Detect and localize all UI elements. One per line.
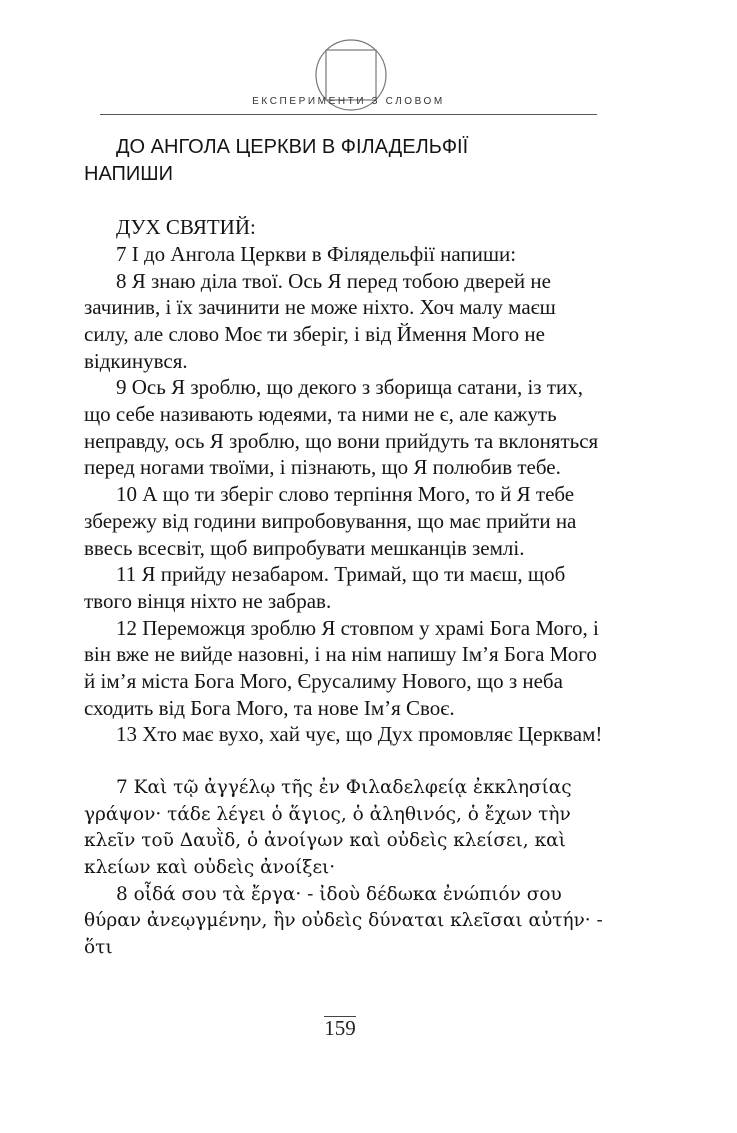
verse-gr-7: 7 Καὶ τῷ ἀγγέλῳ τῆς ἐν Φιλαδελφείᾳ ἐκκλησίας γράψον· τάδε λέγει ὁ ἅγιος, ὁ ἀληθινός, ὁ ἔχων τὴν κλεῖν τοῦ Δαυῒδ, ὁ ἀνοίγων καὶ οὐδεὶς κλείσει, καὶ κλείων καὶ οὐδεὶς ἀνοίξει· bbox=[84, 776, 572, 878]
section-title-line-2: НАПИШИ bbox=[84, 162, 174, 185]
section-title bbox=[84, 134, 604, 187]
verse-uk-9: 9 Ось Я зроблю, що декого з зборища сатани, із тих, що себе називають юдеями, та ними не є, але кажуть неправду, ось Я зроблю, що вони прийдуть та вклоняться перед ногами твоїми, і пізнають, що Я полюбив тебе. bbox=[84, 375, 599, 480]
verse-uk-11: 11 Я прийду незабаром. Тримай, що ти маєш, щоб твого вінця ніхто не забрав. bbox=[84, 562, 566, 613]
verse-uk-12: 12 Переможця зроблю Я стовпом у храмі Бога Мого, і він вже не вийде назовні, і на нім напишу Ім’я Бога Мого й ім’я міста Бога Мого, Єрусалиму Нового, що з неба сходить від Бога Мого, та нове Ім’я Своє. bbox=[84, 615, 599, 720]
spacer bbox=[84, 748, 604, 775]
verse-uk-13: 13 Хто має вухо, хай чує, що Дух промовляє Церквам! bbox=[116, 722, 603, 747]
section-title-line-1: ДО АНГОЛА ЦЕРКВИ В ФІЛАДЕЛЬФІЇ bbox=[116, 136, 469, 158]
greek-text bbox=[84, 775, 604, 962]
verse-uk-7: 7 І до Ангола Церкви в Філядельфії напиши: bbox=[116, 241, 517, 266]
header-divider bbox=[100, 114, 597, 115]
spacer bbox=[84, 187, 604, 214]
main-text bbox=[84, 134, 604, 962]
page-number: 159 bbox=[324, 1016, 356, 1040]
verse-gr-8: 8 οἶδά σου τὰ ἔργα· - ἰδοὺ δέδωκα ἐνώπιόν σου θύραν ἀνεῳγμένην, ἣν οὐδεὶς δύναται κλεῖσαι αὐτήν· - ὅτι bbox=[84, 883, 603, 959]
section-subtitle: ДУХ СВЯТИЙ: bbox=[116, 215, 256, 240]
verse-uk-8: 8 Я знаю діла твої. Ось Я перед тобою дверей не зачинив, і їх зачинити не може ніхто. Хоч малу маєш силу, але слово Моє ти зберіг, і від Ймення Мого не відкинувся. bbox=[84, 268, 556, 373]
verse-uk-10: 10 А що ти зберіг слово терпіння Мого, то й Я тебе збережу від години випробовування, що має прийти на ввесь всесвіт, щоб випробувати мешканців землі. bbox=[84, 482, 577, 560]
running-header-title: ЕКСПЕРИМЕНТИ З СЛОВОМ bbox=[252, 96, 445, 107]
